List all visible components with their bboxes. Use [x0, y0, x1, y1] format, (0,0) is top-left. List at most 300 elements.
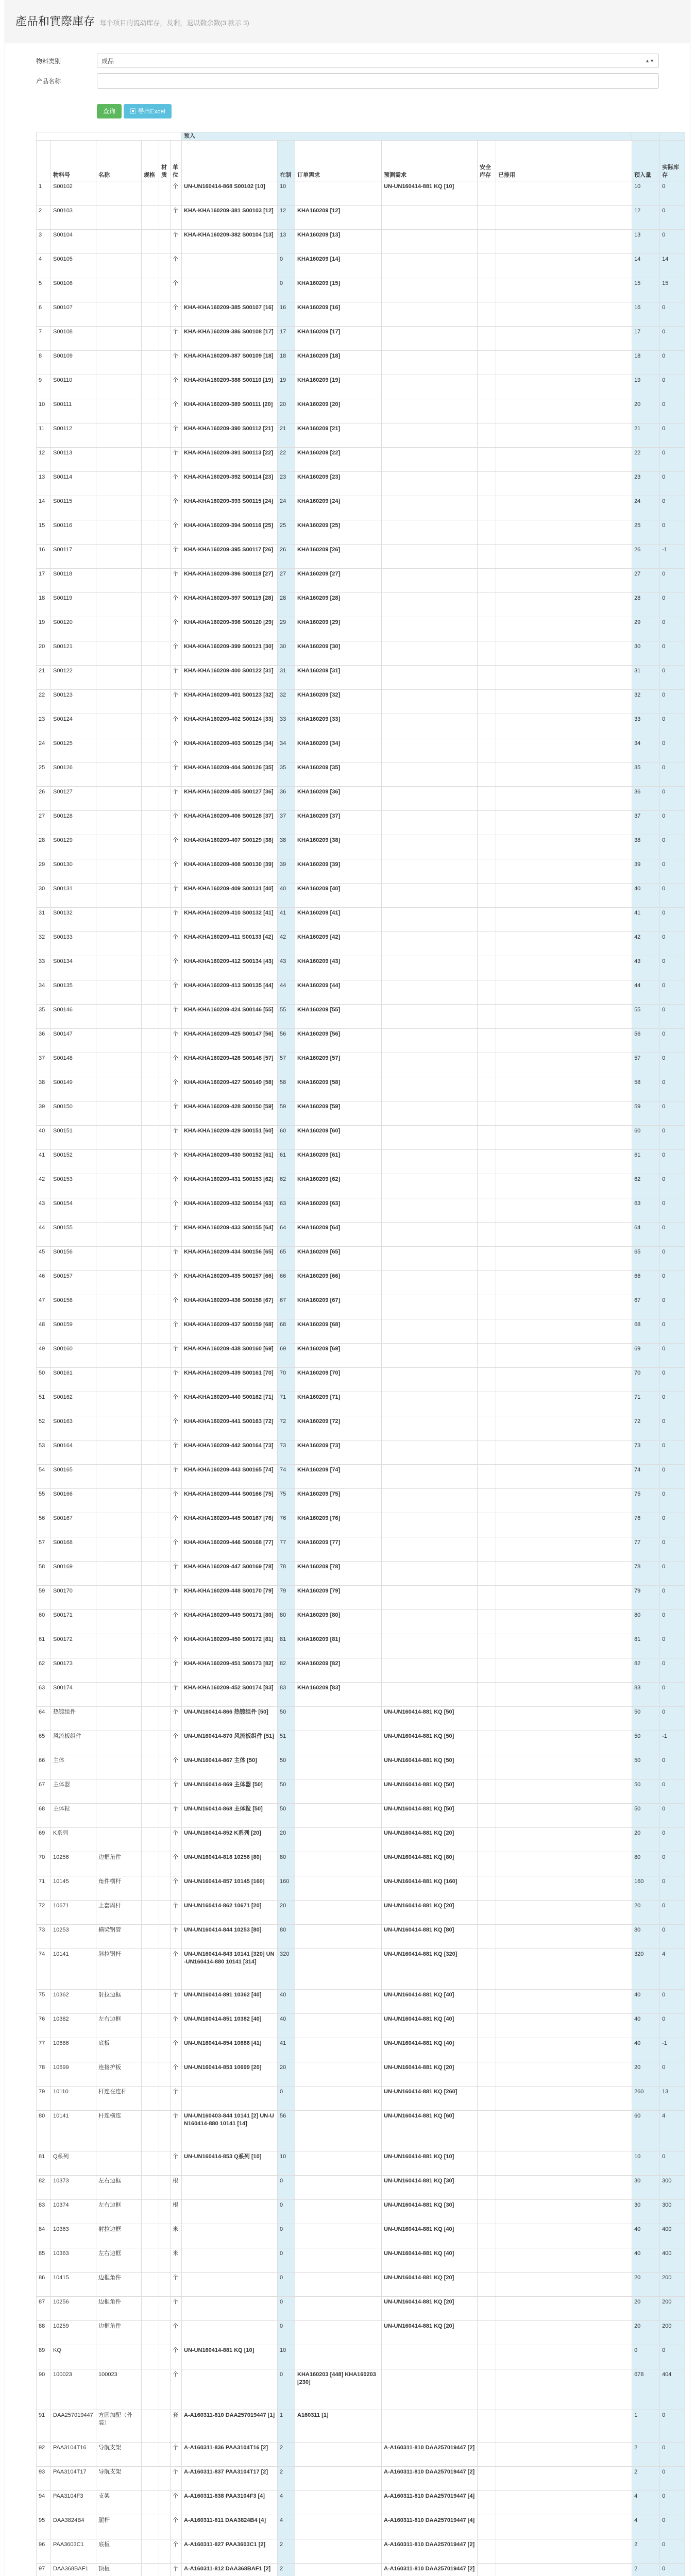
cell-wip-detail	[182, 2087, 278, 2111]
cell-material-type	[159, 2087, 171, 2111]
cell-scheduled	[496, 230, 632, 254]
cell-material-type	[159, 2273, 171, 2297]
cell-row-number: 45	[37, 1247, 51, 1271]
cell-wip-detail: KHA-KHA160209-398 S00120 [29]	[182, 617, 278, 641]
cell-scheduled	[496, 762, 632, 787]
cell-pre-in-qty: 74	[632, 1465, 660, 1489]
cell-material-name	[96, 1005, 142, 1029]
cell-safety-stock	[478, 690, 496, 714]
cell-wip-qty: 76	[278, 1513, 295, 1537]
cell-safety-stock	[478, 327, 496, 351]
table-row	[37, 2515, 685, 2539]
cell-material-name: 边框角件	[96, 2297, 142, 2321]
cell-row-number: 5	[37, 278, 51, 302]
cell-safety-stock	[478, 1489, 496, 1513]
cell-forecast-demand: UN-UN160414-881 KQ [30]	[382, 2176, 478, 2200]
cell-row-number: 18	[37, 593, 51, 617]
cell-pre-in-qty: 33	[632, 714, 660, 738]
cell-scheduled	[496, 2539, 632, 2564]
cell-material-spec	[142, 2297, 159, 2321]
cell-material-type	[159, 2248, 171, 2273]
cell-material-unit: 个	[171, 2443, 182, 2467]
cell-material-type	[159, 1077, 171, 1101]
export-icon: ▣	[130, 108, 138, 115]
cell-wip-qty: 44	[278, 980, 295, 1005]
cell-order-demand: KHA160209 [63]	[295, 1198, 382, 1223]
cell-safety-stock	[478, 1029, 496, 1053]
cell-material-name	[96, 181, 142, 206]
cell-safety-stock	[478, 2087, 496, 2111]
cell-order-demand	[295, 1990, 382, 2014]
table-row	[37, 2467, 685, 2491]
cell-material-name	[96, 2151, 142, 2176]
cell-row-number: 63	[37, 1683, 51, 1707]
cell-material-code: S00163	[51, 1416, 96, 1440]
cell-material-type	[159, 423, 171, 448]
cell-material-type	[159, 206, 171, 230]
cell-forecast-demand: UN-UN160414-881 KQ [60]	[382, 2111, 478, 2151]
cell-actual-stock: 0	[660, 714, 685, 738]
cell-order-demand: KHA160209 [32]	[295, 690, 382, 714]
cell-actual-stock: 0	[660, 738, 685, 762]
cell-wip-qty: 62	[278, 1174, 295, 1198]
table-row	[37, 787, 685, 811]
cell-row-number: 66	[37, 1755, 51, 1780]
cell-scheduled	[496, 1392, 632, 1416]
cell-safety-stock	[478, 2491, 496, 2515]
cell-row-number: 83	[37, 2200, 51, 2224]
cell-material-code: S00116	[51, 520, 96, 545]
cell-pre-in-qty: 69	[632, 1344, 660, 1368]
cell-material-spec	[142, 1101, 159, 1126]
cell-material-unit: 个	[171, 1586, 182, 1610]
table-row	[37, 472, 685, 496]
cell-wip-detail: KHA-KHA160209-413 S00135 [44]	[182, 980, 278, 1005]
cell-material-unit: 个	[171, 835, 182, 859]
cell-scheduled	[496, 1780, 632, 1804]
cell-material-spec	[142, 859, 159, 884]
filter-form	[5, 43, 690, 127]
cell-scheduled	[496, 2224, 632, 2248]
cell-material-type	[159, 1804, 171, 1828]
cell-material-unit: 个	[171, 980, 182, 1005]
table-row	[37, 884, 685, 908]
cell-forecast-demand	[382, 1319, 478, 1344]
cell-material-spec	[142, 1925, 159, 1949]
cell-row-number: 76	[37, 2014, 51, 2038]
cell-order-demand	[295, 1852, 382, 1876]
cell-order-demand	[295, 2087, 382, 2111]
cell-row-number: 8	[37, 351, 51, 375]
table-row	[37, 908, 685, 932]
cell-actual-stock: 0	[660, 2491, 685, 2515]
cell-material-unit: 个	[171, 1223, 182, 1247]
cell-material-code: KQ	[51, 2345, 96, 2369]
cell-material-code: S00121	[51, 641, 96, 666]
cell-material-unit: 根	[171, 2200, 182, 2224]
cell-order-demand: KHA160209 [24]	[295, 496, 382, 520]
cell-material-type	[159, 181, 171, 206]
cell-scheduled	[496, 593, 632, 617]
cell-material-code: 10671	[51, 1901, 96, 1925]
cell-wip-detail: KHA-KHA160209-412 S00134 [43]	[182, 956, 278, 980]
cell-safety-stock	[478, 2467, 496, 2491]
cell-order-demand: KHA160209 [60]	[295, 1126, 382, 1150]
cell-order-demand: KHA160209 [68]	[295, 1319, 382, 1344]
cell-order-demand: KHA160209 [18]	[295, 351, 382, 375]
table-row	[37, 1392, 685, 1416]
export-button[interactable]	[124, 104, 172, 118]
cell-material-name	[96, 254, 142, 278]
cell-order-demand: KHA160209 [73]	[295, 1440, 382, 1465]
cell-safety-stock	[478, 1562, 496, 1586]
table-row	[37, 278, 685, 302]
table-row	[37, 181, 685, 206]
cell-actual-stock: 0	[660, 375, 685, 399]
cell-order-demand	[295, 2273, 382, 2297]
cell-wip-detail: KHA-KHA160209-425 S00147 [56]	[182, 1029, 278, 1053]
cell-safety-stock	[478, 811, 496, 835]
cell-actual-stock: 0	[660, 1101, 685, 1126]
cell-wip-detail: A-A160311-812 DAA368BAF1 [2]	[182, 2564, 278, 2576]
cell-wip-detail: KHA-KHA160209-441 S00163 [72]	[182, 1416, 278, 1440]
cell-scheduled	[496, 2111, 632, 2151]
cell-wip-qty: 56	[278, 1029, 295, 1053]
cell-material-type	[159, 2345, 171, 2369]
cell-row-number: 53	[37, 1440, 51, 1465]
cell-order-demand	[295, 1901, 382, 1925]
cell-wip-qty: 55	[278, 1005, 295, 1029]
cell-forecast-demand: A-A160311-810 DAA257019447 [2]	[382, 2443, 478, 2467]
cell-material-unit: 个	[171, 1562, 182, 1586]
cell-forecast-demand	[382, 1465, 478, 1489]
cell-scheduled	[496, 835, 632, 859]
cell-scheduled	[496, 1489, 632, 1513]
cell-material-spec	[142, 423, 159, 448]
cell-safety-stock	[478, 2224, 496, 2248]
cell-row-number: 77	[37, 2038, 51, 2062]
table-row	[37, 375, 685, 399]
cell-material-code: S00104	[51, 230, 96, 254]
cell-pre-in-qty: 20	[632, 1828, 660, 1852]
cell-wip-qty: 70	[278, 1368, 295, 1392]
cell-actual-stock: 0	[660, 1174, 685, 1198]
cell-material-spec	[142, 1440, 159, 1465]
cell-material-unit: 个	[171, 593, 182, 617]
cell-forecast-demand: UN-UN160414-881 KQ [50]	[382, 1707, 478, 1731]
cell-material-unit: 个	[171, 375, 182, 399]
cell-material-unit: 个	[171, 1101, 182, 1126]
cell-wip-qty: 40	[278, 1990, 295, 2014]
cell-pre-in-qty: 77	[632, 1537, 660, 1562]
cell-material-type	[159, 690, 171, 714]
cell-material-spec	[142, 2321, 159, 2345]
cell-row-number: 43	[37, 1198, 51, 1223]
cell-material-type	[159, 738, 171, 762]
cell-actual-stock: 0	[660, 1489, 685, 1513]
cell-pre-in-qty: 71	[632, 1392, 660, 1416]
cell-forecast-demand	[382, 351, 478, 375]
cell-wip-detail: KHA-KHA160209-433 S00155 [64]	[182, 1223, 278, 1247]
cell-actual-stock: 0	[660, 230, 685, 254]
table-row	[37, 690, 685, 714]
cell-material-code: 10363	[51, 2224, 96, 2248]
cell-material-type	[159, 1465, 171, 1489]
query-button[interactable]: 查询	[97, 104, 122, 118]
cell-material-name: 腿杆	[96, 2515, 142, 2539]
table-row	[37, 2369, 685, 2410]
name-input[interactable]	[97, 73, 659, 89]
cell-wip-detail: UN-UN160414-866 热镀组件 [50]	[182, 1707, 278, 1731]
cell-material-code: 10686	[51, 2038, 96, 2062]
cell-material-type	[159, 835, 171, 859]
cell-pre-in-qty: 20	[632, 2321, 660, 2345]
cell-row-number: 90	[37, 2369, 51, 2410]
cell-material-type	[159, 1029, 171, 1053]
cell-material-type	[159, 2539, 171, 2564]
cell-wip-detail: A-A160311-810 DAA257019447 [1]	[182, 2410, 278, 2443]
cell-row-number: 33	[37, 956, 51, 980]
cell-material-name	[96, 2345, 142, 2369]
cell-material-unit: 个	[171, 1344, 182, 1368]
cell-material-spec	[142, 2176, 159, 2200]
cell-row-number: 4	[37, 254, 51, 278]
col-header: 名称	[96, 141, 142, 181]
cell-material-type	[159, 1707, 171, 1731]
cell-forecast-demand	[382, 569, 478, 593]
cell-material-name	[96, 980, 142, 1005]
cell-scheduled	[496, 448, 632, 472]
cell-wip-detail: KHA-KHA160209-390 S00112 [21]	[182, 423, 278, 448]
cell-material-name	[96, 1489, 142, 1513]
cell-scheduled	[496, 2491, 632, 2515]
cell-order-demand: A160311 [1]	[295, 2410, 382, 2443]
cell-scheduled	[496, 2176, 632, 2200]
table-row	[37, 762, 685, 787]
cell-material-unit: 个	[171, 545, 182, 569]
cell-material-type	[159, 1053, 171, 1077]
cell-row-number: 74	[37, 1949, 51, 1990]
cell-actual-stock: 0	[660, 2014, 685, 2038]
cell-scheduled	[496, 1852, 632, 1876]
cell-material-unit: 个	[171, 1489, 182, 1513]
cell-safety-stock	[478, 738, 496, 762]
cell-actual-stock: 0	[660, 1876, 685, 1901]
cell-wip-detail: KHA-KHA160209-432 S00154 [63]	[182, 1198, 278, 1223]
cell-material-spec	[142, 593, 159, 617]
cell-material-unit: 套	[171, 2410, 182, 2443]
cell-scheduled	[496, 666, 632, 690]
cell-material-type	[159, 1876, 171, 1901]
cell-material-type	[159, 1489, 171, 1513]
cell-row-number: 47	[37, 1295, 51, 1319]
cell-scheduled	[496, 1513, 632, 1537]
cell-wip-qty: 39	[278, 859, 295, 884]
cell-safety-stock	[478, 2515, 496, 2539]
cell-row-number: 49	[37, 1344, 51, 1368]
cell-material-type	[159, 2224, 171, 2248]
cell-pre-in-qty: 19	[632, 375, 660, 399]
cell-material-unit: 个	[171, 932, 182, 956]
cell-pre-in-qty: 20	[632, 399, 660, 423]
cell-forecast-demand	[382, 1295, 478, 1319]
cell-pre-in-qty: 13	[632, 230, 660, 254]
cell-forecast-demand	[382, 1416, 478, 1440]
cell-order-demand: KHA160209 [35]	[295, 762, 382, 787]
cell-actual-stock: 0	[660, 399, 685, 423]
cell-material-type	[159, 1295, 171, 1319]
cell-forecast-demand: UN-UN160414-881 KQ [320]	[382, 1949, 478, 1990]
cell-wip-qty: 80	[278, 1925, 295, 1949]
cell-wip-qty: 13	[278, 230, 295, 254]
cell-actual-stock: 0	[660, 1392, 685, 1416]
cell-safety-stock	[478, 2151, 496, 2176]
cell-pre-in-qty: 42	[632, 932, 660, 956]
cell-material-code: K系列	[51, 1828, 96, 1852]
cell-safety-stock	[478, 1804, 496, 1828]
cell-wip-qty: 32	[278, 690, 295, 714]
cell-row-number: 85	[37, 2248, 51, 2273]
cell-material-unit: 个	[171, 2111, 182, 2151]
cell-wip-qty: 10	[278, 181, 295, 206]
table-row	[37, 1344, 685, 1368]
cell-material-spec	[142, 1489, 159, 1513]
cell-safety-stock	[478, 762, 496, 787]
cell-pre-in-qty: 67	[632, 1295, 660, 1319]
cell-safety-stock	[478, 2200, 496, 2224]
cell-material-spec	[142, 230, 159, 254]
table-row	[37, 980, 685, 1005]
cell-safety-stock	[478, 1271, 496, 1295]
cell-material-name: 顶板	[96, 2564, 142, 2576]
cell-pre-in-qty: 26	[632, 545, 660, 569]
cell-material-unit: 个	[171, 448, 182, 472]
cell-wip-qty: 34	[278, 738, 295, 762]
cell-pre-in-qty: 81	[632, 1634, 660, 1658]
cell-order-demand: KHA160209 [38]	[295, 835, 382, 859]
inventory-table	[36, 132, 685, 2576]
cell-scheduled	[496, 2273, 632, 2297]
cell-row-number: 86	[37, 2273, 51, 2297]
cell-actual-stock: 0	[660, 1755, 685, 1780]
cell-order-demand: KHA160209 [14]	[295, 254, 382, 278]
cell-order-demand	[295, 2321, 382, 2345]
type-select[interactable]	[97, 54, 659, 68]
cell-wip-qty: 29	[278, 617, 295, 641]
cell-material-unit: 个	[171, 1416, 182, 1440]
cell-material-name: 左右边框	[96, 2176, 142, 2200]
cell-scheduled	[496, 980, 632, 1005]
cell-material-type	[159, 956, 171, 980]
cell-actual-stock: 0	[660, 641, 685, 666]
cell-scheduled	[496, 956, 632, 980]
cell-material-code: S00154	[51, 1198, 96, 1223]
cell-pre-in-qty: 57	[632, 1053, 660, 1077]
cell-row-number: 65	[37, 1731, 51, 1755]
cell-material-code: S00110	[51, 375, 96, 399]
cell-material-code: S00119	[51, 593, 96, 617]
cell-material-code: S00169	[51, 1562, 96, 1586]
cell-material-spec	[142, 1634, 159, 1658]
cell-pre-in-qty: 30	[632, 2176, 660, 2200]
cell-forecast-demand	[382, 738, 478, 762]
cell-wip-detail: KHA-KHA160209-437 S00159 [68]	[182, 1319, 278, 1344]
cell-material-spec	[142, 1731, 159, 1755]
cell-order-demand: KHA160209 [62]	[295, 1174, 382, 1198]
table-row	[37, 1755, 685, 1780]
cell-wip-detail: KHA-KHA160209-392 S00114 [23]	[182, 472, 278, 496]
cell-order-demand	[295, 2443, 382, 2467]
cell-order-demand: KHA160209 [79]	[295, 1586, 382, 1610]
cell-scheduled	[496, 2038, 632, 2062]
cell-pre-in-qty: 23	[632, 472, 660, 496]
cell-actual-stock: 0	[660, 1513, 685, 1537]
cell-safety-stock	[478, 908, 496, 932]
cell-pre-in-qty: 64	[632, 1223, 660, 1247]
cell-material-code: 10363	[51, 2248, 96, 2273]
table-row	[37, 2062, 685, 2087]
table-row	[37, 2491, 685, 2515]
cell-pre-in-qty: 37	[632, 811, 660, 835]
cell-wip-detail: KHA-KHA160209-389 S00111 [20]	[182, 399, 278, 423]
cell-material-spec	[142, 1465, 159, 1489]
table-row	[37, 2224, 685, 2248]
cell-wip-detail	[182, 278, 278, 302]
cell-safety-stock	[478, 2345, 496, 2369]
cell-material-unit: 个	[171, 811, 182, 835]
cell-safety-stock	[478, 1295, 496, 1319]
table-row	[37, 302, 685, 327]
cell-material-unit: 个	[171, 1126, 182, 1150]
cell-forecast-demand	[382, 617, 478, 641]
table-row	[37, 1876, 685, 1901]
cell-material-type	[159, 1990, 171, 2014]
cell-safety-stock	[478, 254, 496, 278]
cell-material-name	[96, 545, 142, 569]
cell-material-unit: 个	[171, 1780, 182, 1804]
cell-material-type	[159, 1440, 171, 1465]
cell-wip-detail	[182, 2200, 278, 2224]
cell-row-number: 61	[37, 1634, 51, 1658]
cell-material-type	[159, 1610, 171, 1634]
cell-actual-stock: 0	[660, 1683, 685, 1707]
cell-order-demand	[295, 1707, 382, 1731]
cell-forecast-demand	[382, 980, 478, 1005]
cell-pre-in-qty: 678	[632, 2369, 660, 2410]
cell-material-code: S00147	[51, 1029, 96, 1053]
cell-wip-detail: UN-UN160414-869 主体器 [50]	[182, 1780, 278, 1804]
cell-wip-detail: KHA-KHA160209-449 S00171 [80]	[182, 1610, 278, 1634]
cell-pre-in-qty: 28	[632, 593, 660, 617]
cell-pre-in-qty: 60	[632, 1126, 660, 1150]
cell-safety-stock	[478, 932, 496, 956]
table-row	[37, 2200, 685, 2224]
cell-safety-stock	[478, 2410, 496, 2443]
cell-material-unit: 个	[171, 2345, 182, 2369]
cell-scheduled	[496, 2564, 632, 2576]
cell-order-demand: KHA160209 [13]	[295, 230, 382, 254]
cell-material-unit: 个	[171, 327, 182, 351]
cell-material-unit: 个	[171, 2515, 182, 2539]
cell-scheduled	[496, 617, 632, 641]
cell-material-name	[96, 448, 142, 472]
cell-material-spec	[142, 1247, 159, 1271]
cell-material-unit: 个	[171, 351, 182, 375]
cell-pre-in-qty: 70	[632, 1368, 660, 1392]
cell-row-number: 93	[37, 2467, 51, 2491]
cell-pre-in-qty: 75	[632, 1489, 660, 1513]
cell-scheduled	[496, 569, 632, 593]
